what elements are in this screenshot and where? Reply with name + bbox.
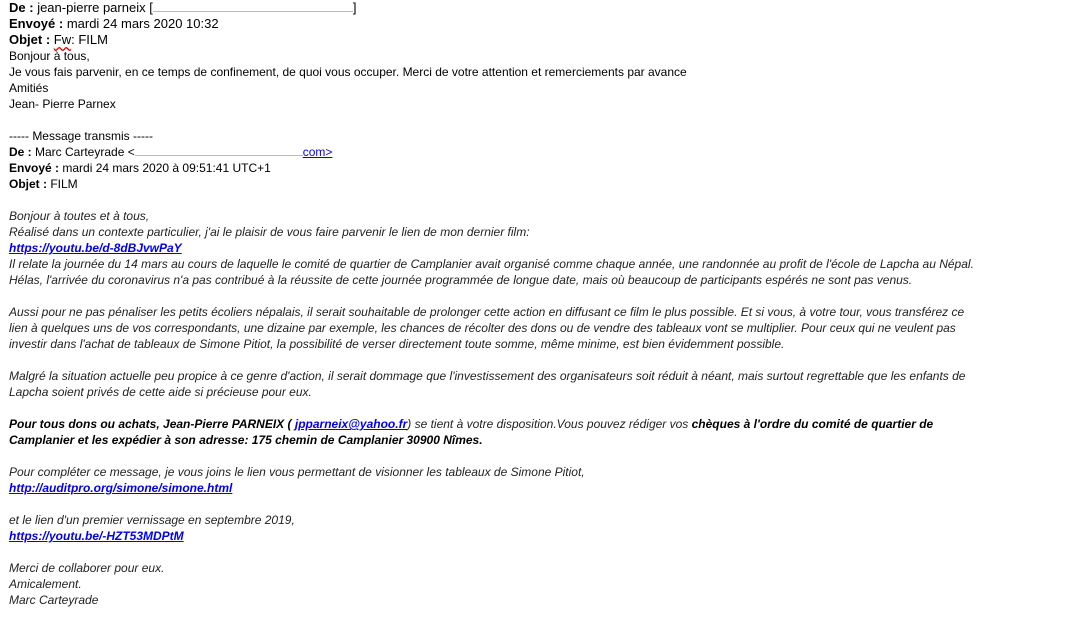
- donation-address: Camplanier et les expédier à son adresse: 175 chemin de Camplanier 30900 Nîmes.: [9, 433, 483, 447]
- donation-lead: Pour tous dons ou achats, Jean-Pierre PARNEIX (: [9, 417, 292, 431]
- sent-value: mardi 24 mars 2020 10:32: [66, 16, 219, 31]
- message-paragraph: Pour compléter ce message, je vous joins le lien vous permettant de visionner les tableaux de Simone Pitiot,: [9, 465, 585, 479]
- subject-prefix: Fw: [53, 32, 72, 47]
- message-paragraph: et le lien d'un premier vernissage en septembre 2019,: [9, 513, 295, 527]
- message-paragraph: Aussi pour ne pas pénaliser les petits écoliers népalais, il serait souhaitable de prolonger cette action en diffusant ce film le plus possible. Et si vous, à votre tour, vous transférez ce: [9, 305, 965, 319]
- from-value: jean-pierre parneix [: [37, 0, 153, 15]
- fwd-sent-label: Envoyé :: [9, 161, 60, 175]
- sent-label: Envoyé :: [9, 16, 64, 31]
- intro-closing: Amitiés: [9, 81, 49, 95]
- closing-line: Amicalement.: [9, 577, 82, 591]
- message-paragraph: lien à quelques uns de vos correspondants, une dizaine par exemple, les chances de récolter des dons ou de vendre des tableaux vont se multiplier. Pour ceux qui ne veulent pas: [9, 321, 956, 335]
- donation-cheques: chèques à l'ordre du comité de quartier de: [691, 417, 934, 431]
- intro-greeting: Bonjour à tous,: [9, 49, 90, 63]
- message-body: [9, 208, 1064, 608]
- email-link[interactable]: jpparneix@yahoo.fr: [294, 417, 408, 431]
- paintings-link[interactable]: http://auditpro.org/simone/simone.html: [9, 481, 233, 495]
- fwd-from-label: De :: [9, 145, 32, 159]
- closing-line: Merci de collaborer pour eux.: [9, 561, 165, 575]
- forward-separator: ----- Message transmis -----: [9, 129, 153, 143]
- intro-signature: Jean- Pierre Parnex: [9, 97, 116, 111]
- message-greeting: Bonjour à toutes et à tous,: [9, 209, 150, 223]
- donation-paragraph: [9, 416, 1064, 432]
- redacted-email: [135, 144, 303, 156]
- spacer: [9, 112, 1064, 128]
- vernissage-link[interactable]: https://youtu.be/-HZT53MDPtM: [9, 529, 184, 543]
- bracket-close: ]: [352, 0, 357, 15]
- message-paragraph: Hélas, l'arrivée du coronavirus n'a pas contribué à la réussite de cette journée programmée de longue date, mais où beaucoup de participants espérés ne sont pas venus.: [9, 273, 913, 287]
- fwd-subject-value: FILM: [50, 177, 78, 191]
- fwd-subject-label: Objet :: [9, 177, 47, 191]
- donation-mid: ) se tient à votre disposition.Vous pouvez rédiger vos: [407, 417, 692, 431]
- spacer: [9, 192, 1064, 208]
- from-label: De :: [9, 0, 34, 15]
- email-document: [9, 0, 1064, 608]
- subject-label: Objet :: [9, 32, 51, 47]
- sent-header-row: [9, 16, 1064, 32]
- message-paragraph: Malgré la situation actuelle peu propice à ce genre d'action, il serait dommage que l'investissement des organisateurs soit réduit à néant, mais surtout regrettable que les enfants de: [9, 369, 966, 383]
- film-link[interactable]: https://youtu.be/d-8dBJvwPaY: [9, 241, 182, 255]
- message-paragraph: Lapcha soient privés de cette aide si précieuse pour eux.: [9, 385, 312, 399]
- fwd-from-tail[interactable]: com>: [302, 145, 333, 159]
- message-paragraph: Il relate la journée du 14 mars au cours de laquelle le comité de quartier de Camplanier avait organisé comme chaque année, une randonnée au profit de l'école de Lapcha au Népal.: [9, 257, 974, 271]
- fwd-sent-row: [9, 160, 1064, 176]
- redacted-email: [153, 0, 353, 12]
- fwd-from-name: Marc Carteyrade <: [35, 145, 135, 159]
- message-paragraph: Réalisé dans un contexte particulier, j'ai le plaisir de vous faire parvenir le lien de mon dernier film:: [9, 225, 530, 239]
- from-header-row: [9, 0, 1064, 16]
- fwd-from-row: [9, 144, 1064, 160]
- subject-header-row: [9, 32, 1064, 48]
- intro-line: Je vous fais parvenir, en ce temps de confinement, de quoi vous occuper. Merci de votre attention et remerciements par avance: [9, 65, 687, 79]
- message-signature: Marc Carteyrade: [9, 593, 99, 607]
- fwd-subject-row: [9, 176, 1064, 192]
- subject-value: : FILM: [71, 32, 108, 47]
- message-paragraph: investir dans l'achat de tableaux de Simone Pitiot, la possibilité de verser directement toute somme, même minime, est bien évidemment possible.: [9, 337, 785, 351]
- fwd-sent-value: mardi 24 mars 2020 à 09:51:41 UTC+1: [62, 161, 271, 175]
